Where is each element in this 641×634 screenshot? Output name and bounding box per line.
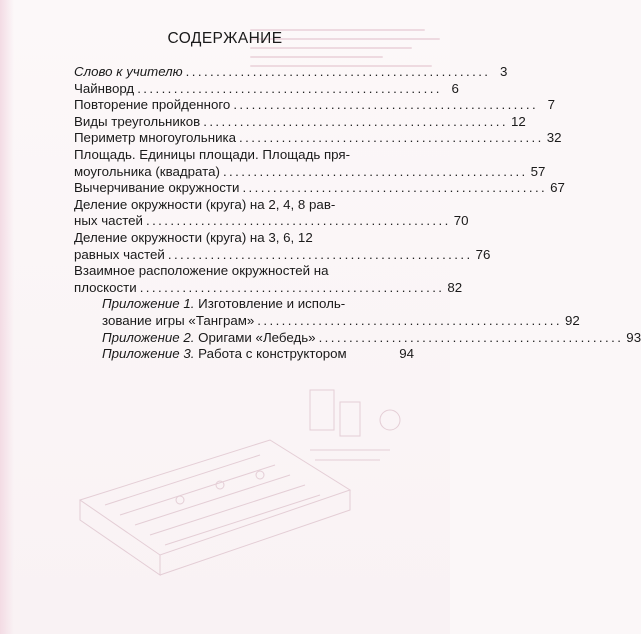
toc-entry-label: Виды треугольников <box>74 113 201 129</box>
toc-entry-label: моугольника (квадрата) <box>74 163 220 179</box>
toc-entry-label <box>102 296 345 313</box>
toc-page-number: 82 <box>447 279 463 295</box>
toc-entry <box>74 130 562 147</box>
toc-page-number: 12 <box>510 113 526 129</box>
appendix-prefix: Приложение 3. <box>102 346 195 362</box>
toc-entry <box>74 80 459 98</box>
toc-entry-label: равных частей <box>74 246 165 262</box>
toc-entry-line2 <box>74 246 491 264</box>
toc-entry-label: Деление окружности (круга) на 2, 4, 8 рав- <box>74 196 336 212</box>
dot-leader: .................................................. <box>242 180 548 196</box>
toc-appendix <box>74 346 414 363</box>
toc-entry-label: плоскости <box>74 279 137 295</box>
toc-page-number: 57 <box>530 163 546 179</box>
toc-page-number: 32 <box>546 130 562 146</box>
toc-entry-label: ных частей <box>74 213 143 229</box>
toc-entry-line2 <box>74 213 469 230</box>
toc-entry-label: Взаимное расположение окружностей на <box>74 263 329 279</box>
toc-entry <box>74 97 556 114</box>
toc-entry-line1 <box>74 197 414 214</box>
appendix-title: Изготовление и исполь- <box>198 296 346 312</box>
toc-entry-line1 <box>74 147 414 164</box>
toc-entry-label: Чайнворд <box>74 80 135 96</box>
toc-entry-label <box>102 346 347 363</box>
appendix-title: Работа с конструктором <box>198 346 347 362</box>
toc-appendix-line1 <box>74 296 414 313</box>
dot-leader: .................................................. <box>203 113 508 129</box>
toc-entry <box>74 64 508 81</box>
toc-entry-label: Площадь. Единицы площади. Площадь пря- <box>74 146 351 162</box>
toc-entry-line2 <box>74 163 546 181</box>
dot-leader: .................................................. <box>318 329 624 345</box>
toc-entry-label: Периметр многоугольника <box>74 130 237 146</box>
toc-page-number: 94 <box>399 346 414 362</box>
toc-entry <box>74 113 526 131</box>
dot-leader: .................................................. <box>233 97 539 113</box>
dot-leader: .................................................. <box>222 163 528 179</box>
toc-page-number: 3 <box>499 64 508 79</box>
toc-entry-label: зование игры «Танграм» <box>102 312 255 328</box>
dot-leader: .................................................. <box>239 130 544 146</box>
dot-leader: .................................................. <box>145 213 451 229</box>
toc-page-number: 93 <box>626 329 641 345</box>
toc-page-number: 76 <box>475 246 491 262</box>
toc-entry-label: Вычерчивание окружности <box>74 180 240 196</box>
dot-leader: .................................................. <box>139 279 445 295</box>
dot-leader: .................................................. <box>137 80 442 96</box>
toc-entry-line2 <box>74 279 463 297</box>
toc-page-number: 92 <box>565 312 580 328</box>
appendix-prefix: Приложение 2. <box>102 329 195 345</box>
table-of-contents <box>74 64 641 363</box>
toc-appendix <box>74 329 641 347</box>
toc-entry-line1 <box>74 263 414 280</box>
appendix-prefix: Приложение 1. <box>102 296 195 312</box>
toc-page-number: 6 <box>451 80 459 96</box>
toc-entry-label: Слово к учителю <box>74 64 183 79</box>
appendix-title: Оригами «Лебедь» <box>198 329 316 345</box>
toc-entry <box>74 180 565 197</box>
toc-entry-label <box>102 330 316 347</box>
toc-entry-label: Повторение пройденного <box>74 97 231 113</box>
bleed-through-sketch <box>60 380 420 590</box>
toc-entry-label: Деление окружности (круга) на 3, 6, 12 <box>74 229 313 245</box>
toc-appendix-line2 <box>74 312 580 330</box>
dot-leader: .................................................. <box>185 64 491 79</box>
toc-entry-line1 <box>74 230 414 247</box>
toc-page-number: 70 <box>453 213 469 229</box>
toc-page-number: 67 <box>550 180 565 196</box>
dot-leader: .................................................. <box>167 246 473 262</box>
toc-page-number: 7 <box>547 97 556 113</box>
page-edge-tint <box>0 0 14 634</box>
page-title: СОДЕРЖАНИЕ <box>167 30 283 47</box>
dot-leader: .................................................. <box>257 312 562 328</box>
